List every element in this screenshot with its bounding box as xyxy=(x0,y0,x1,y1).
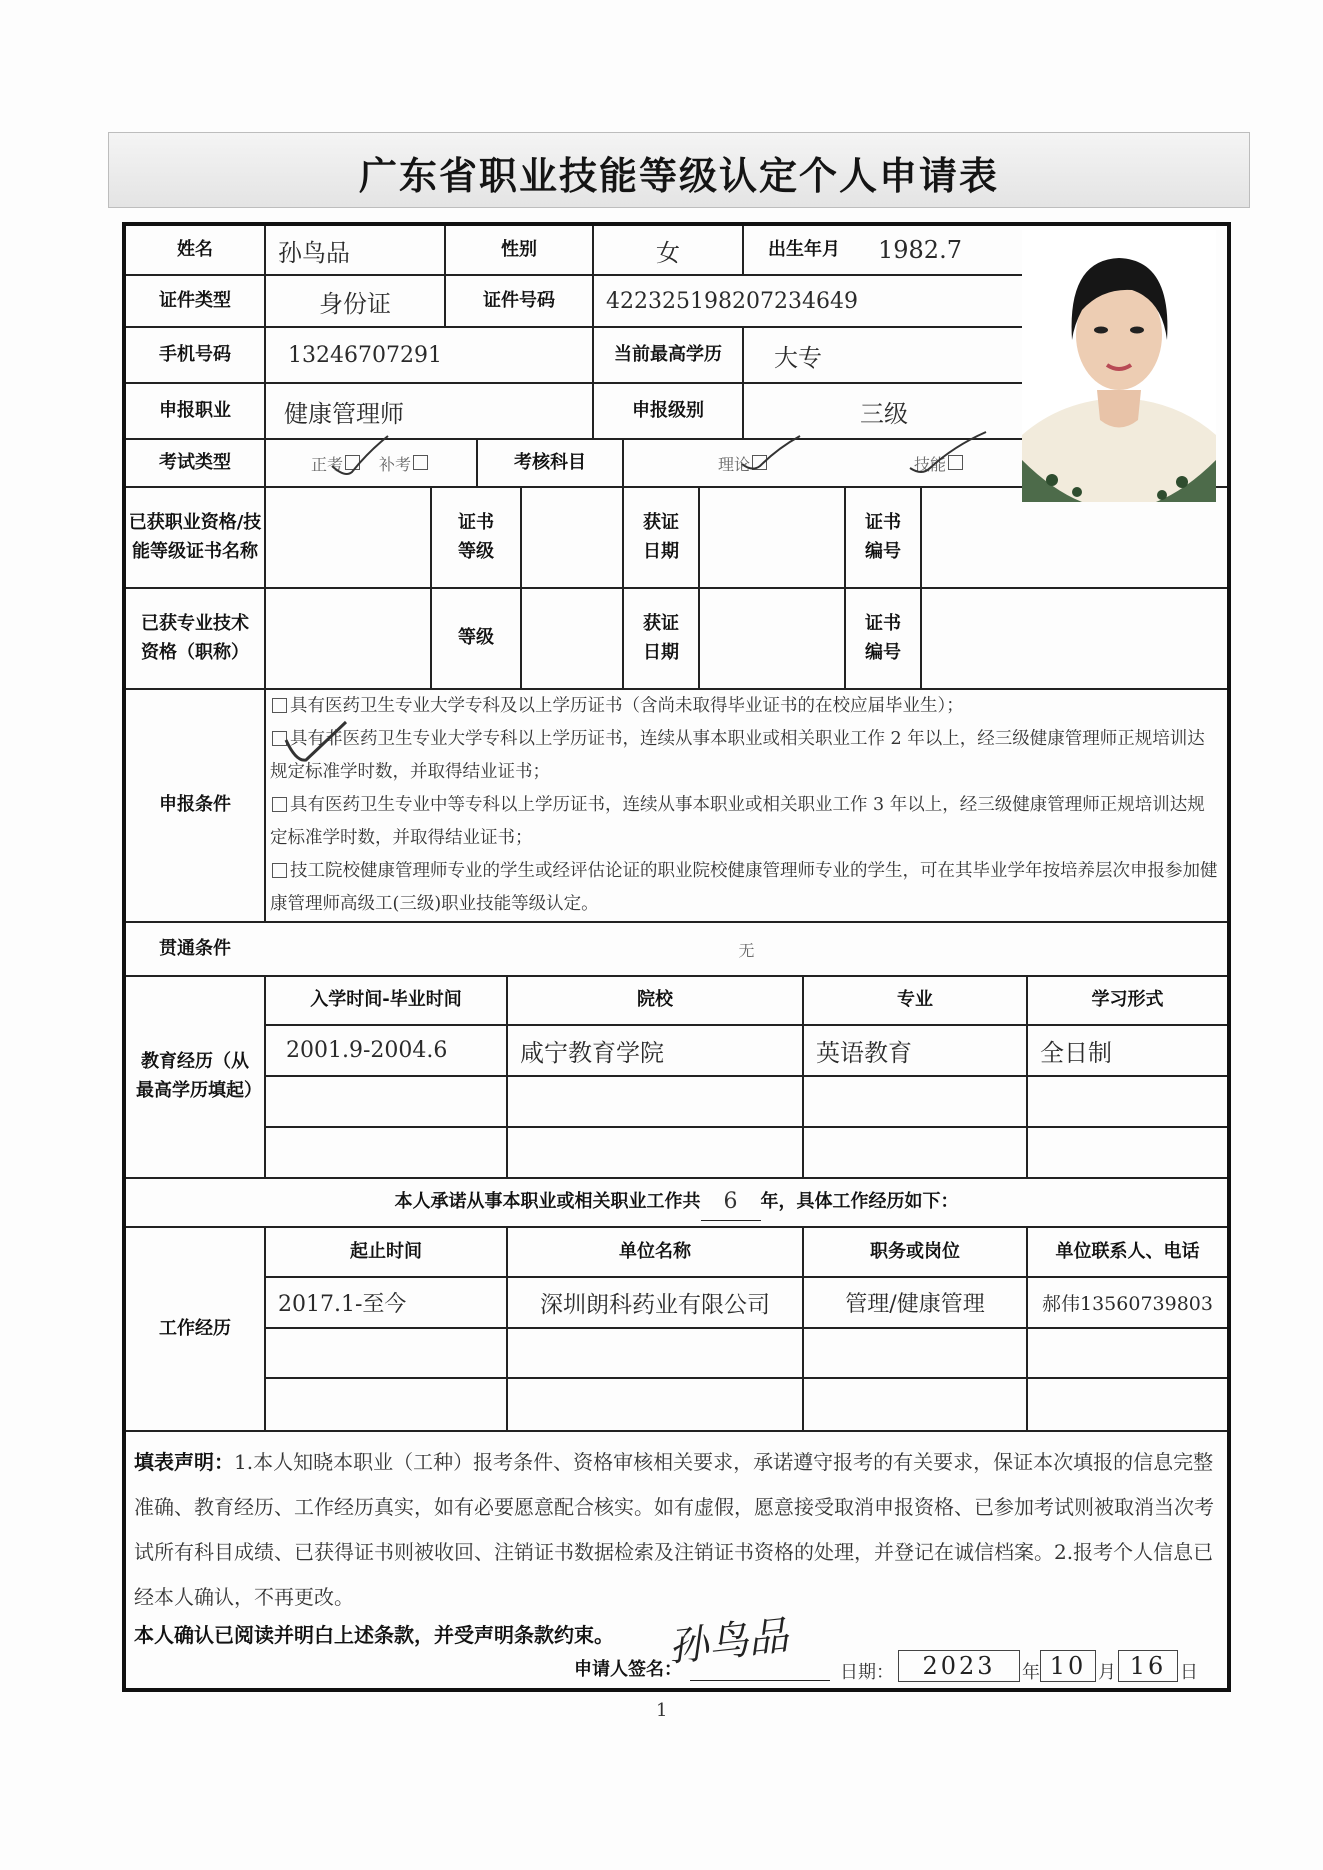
label-cert-level-1: 证书等级 xyxy=(458,511,494,562)
edu-header-mode: 学习形式 xyxy=(1091,989,1164,1011)
subject-skill-option: 技能 xyxy=(860,440,1020,486)
label-exam-subject: 考核科目 xyxy=(514,451,586,473)
label-phone: 手机号码 xyxy=(159,343,231,365)
work-header-position: 职务或岗位 xyxy=(870,1240,960,1262)
condition-item-2: 具有非医药卫生专业大学专科以上学历证书，连续从事本职业或相关职业工作 2 年以上，经三级健康管理师正规培训达规定标准学时数，并取得结业证书； xyxy=(270,729,1205,782)
edu-row-major: 英语教育 xyxy=(816,1039,912,1067)
work-row-contact: 郝伟13560739803 xyxy=(1042,1293,1213,1315)
work-row-position: 管理/健康管理 xyxy=(845,1292,985,1317)
label-occupation: 申报职业 xyxy=(159,399,231,421)
edu-row-school: 咸宁教育学院 xyxy=(520,1039,664,1067)
exam-option-regular: 正考 xyxy=(310,454,343,474)
label-conditions: 申报条件 xyxy=(159,794,231,816)
label-cert-date-2: 获证日期 xyxy=(643,612,679,663)
label-qual-cert: 已获职业资格/技能等级证书名称 xyxy=(128,511,262,562)
label-exam-type: 考试类型 xyxy=(159,451,231,473)
level-value: 三级 xyxy=(860,399,908,428)
declaration-body: 1.本人知晓本职业（工种）报考条件、资格审核相关要求，承诺遵守报考的有关要求，保证本次填报的信息完整准确、教育经历、工作经历真实，如有必要愿意配合核实。如有虚假，愿意接受取消申报资格、已参加考试则被取消当次考试所有科目成绩、已获得证书则被收回、注销证书数据检索及注销证书资格的处理，并登记在诚信档案。2.报考个人信息已经本人确认，不再更改。 xyxy=(134,1450,1214,1609)
work-header-period: 起止时间 xyxy=(350,1240,422,1262)
label-education-history: 教育经历（从最高学历填起） xyxy=(136,1051,262,1101)
label-prof-title: 已获专业技术资格（职称） xyxy=(141,612,249,663)
work-row-period: 2017.1-至今 xyxy=(278,1292,407,1317)
label-name: 姓名 xyxy=(177,238,213,260)
label-cert-date-1: 获证日期 xyxy=(643,511,679,562)
sign-label: 申请人签名： xyxy=(574,1659,682,1680)
occupation-value: 健康管理师 xyxy=(284,399,404,428)
label-education: 当前最高学历 xyxy=(614,343,722,365)
date-year-unit: 年 xyxy=(1022,1662,1040,1683)
label-birth: 出生年月 xyxy=(768,238,840,260)
condition-item-4: 技工院校健康管理师专业的学生或经评估论证的职业院校健康管理师专业的学生，可在其毕业学年按培养层次申报参加健康管理师高级工(三级)职业技能等级认定。 xyxy=(270,861,1218,914)
subject-theory-option: 理论 xyxy=(624,440,864,486)
link-condition-value: 无 xyxy=(738,940,755,960)
birth-value: 1982.7 xyxy=(878,236,962,264)
page-number: 1 xyxy=(656,1700,668,1721)
date-day-box: 16 xyxy=(1118,1650,1178,1682)
edu-header-major: 专业 xyxy=(897,989,933,1011)
label-id-type: 证件类型 xyxy=(159,289,231,311)
date-year-box: 2023 xyxy=(898,1650,1020,1682)
edu-row-period: 2001.9-2004.6 xyxy=(286,1038,448,1063)
edu-header-period: 入学时间-毕业时间 xyxy=(310,989,462,1011)
work-header-contact: 单位联系人、电话 xyxy=(1055,1240,1200,1262)
name-value: 孙鸟品 xyxy=(278,238,350,267)
label-link-condition: 贯通条件 xyxy=(159,937,231,959)
date-month-box: 10 xyxy=(1040,1650,1096,1682)
exam-option-makeup: 补考 xyxy=(379,454,412,474)
applicant-signature: 孙鸟品 xyxy=(666,1612,791,1672)
form-title: 广东省职业技能等级认定个人申请表 xyxy=(358,154,999,198)
label-level: 申报级别 xyxy=(632,399,704,421)
date-day-unit: 日 xyxy=(1180,1662,1198,1683)
id-number-value: 422325198207234649 xyxy=(606,288,858,314)
label-cert-no-2: 证书编号 xyxy=(865,612,901,663)
work-commitment: 本人承诺从事本职业或相关职业工作共 6 年，具体工作经历如下： xyxy=(126,1179,1227,1226)
condition-item-3: 具有医药卫生专业中等专科以上学历证书，连续从事本职业或相关职业工作 3 年以上，经三级健康管理师正规培训达规定标准学时数，并取得结业证书； xyxy=(270,795,1205,848)
work-header-company: 单位名称 xyxy=(619,1240,691,1262)
label-id-number: 证件号码 xyxy=(483,289,555,311)
education-value: 大专 xyxy=(774,343,822,372)
edu-row-mode: 全日制 xyxy=(1040,1039,1112,1067)
label-grade: 等级 xyxy=(458,627,494,649)
gender-value: 女 xyxy=(656,238,680,267)
id-type-value: 身份证 xyxy=(319,289,391,318)
work-row-company: 深圳朗科药业有限公司 xyxy=(540,1292,770,1318)
date-label: 日期： xyxy=(840,1662,894,1683)
label-gender: 性别 xyxy=(501,238,537,260)
label-work-history: 工作经历 xyxy=(159,1317,231,1339)
confirm-statement: 本人确认已阅读并明白上述条款，并受声明条款约束。 xyxy=(134,1623,614,1647)
condition-item-1: 具有医药卫生专业大学专科及以上学历证书（含尚未取得毕业证书的在校应届毕业生）； xyxy=(270,690,1220,723)
label-cert-no-1: 证书编号 xyxy=(865,511,901,562)
date-month-unit: 月 xyxy=(1098,1662,1116,1683)
declaration-heading: 填表声明： xyxy=(134,1450,234,1474)
edu-header-school: 院校 xyxy=(637,989,673,1011)
phone-value: 13246707291 xyxy=(288,342,442,368)
work-years-value: 6 xyxy=(701,1184,761,1220)
